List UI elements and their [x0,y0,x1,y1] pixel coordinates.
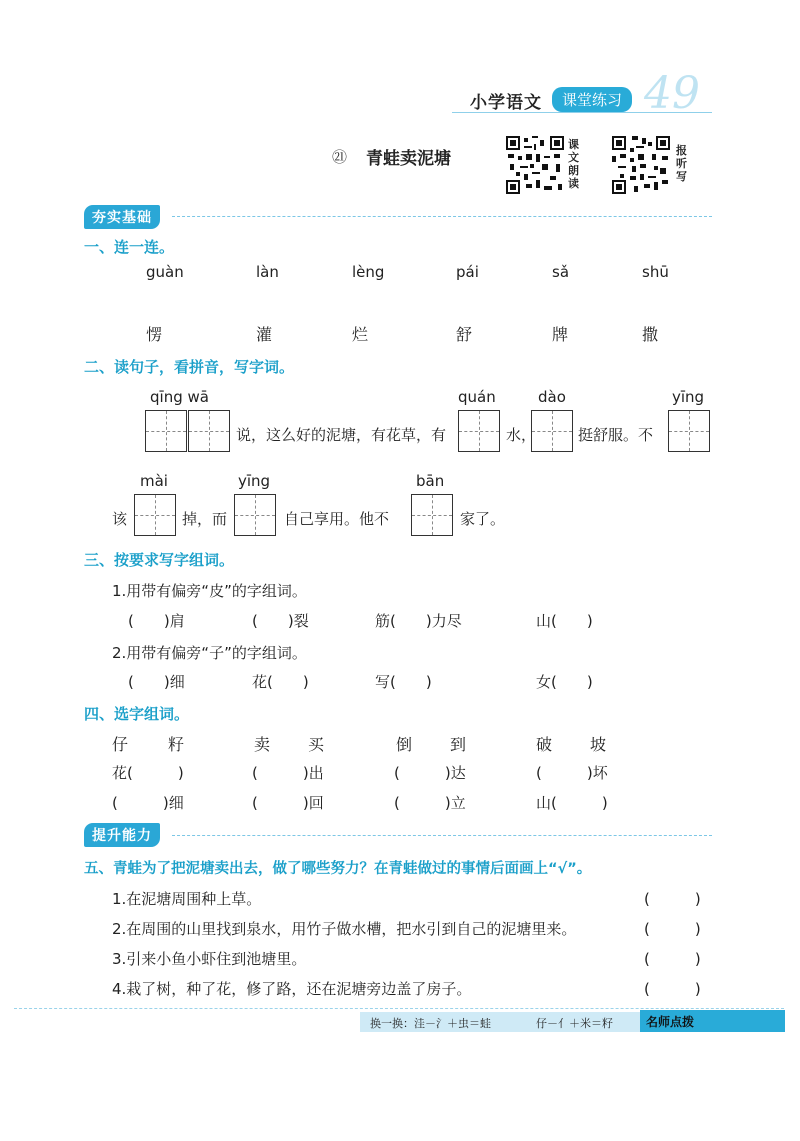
page-number: 49 [644,68,700,119]
answer-blank[interactable]: ( ) [644,950,701,968]
q1-char: 舒 [456,325,473,344]
answer-blank[interactable]: ( )细 [112,794,184,812]
q5-item: 2.在周围的山里找到泉水，用竹子做水槽，把水引到自己的泥塘里来。 [112,920,577,938]
answer-blank[interactable]: ( )坏 [536,764,608,782]
sentence-text: 水， [506,426,537,444]
section-divider [172,216,712,217]
pinyin-ying: yīng [672,388,705,406]
writing-grid[interactable] [134,494,176,536]
q5-item: 1.在泥塘周围种上草。 [112,890,262,908]
q1-char: 牌 [552,325,569,344]
sentence-text: 挺舒服。不 [578,426,654,444]
q3-heading: 三、按要求写字组词。 [84,551,235,569]
footer-divider [14,1008,784,1009]
q1-pinyin: lèng [352,263,385,281]
answer-blank[interactable]: ( ) [644,890,701,908]
q3-item-2: 2.用带有偏旁“子”的字组词。 [112,644,307,662]
answer-blank[interactable]: ( )裂 [252,612,309,630]
q5-item: 3.引来小鱼小虾住到池塘里。 [112,950,307,968]
section-banner-advanced: 提升能力 [84,823,160,847]
q1-char: 烂 [352,325,369,344]
choice-char: 卖 [254,735,271,754]
choice-char: 籽 [168,735,185,754]
answer-blank[interactable]: 写( ) [375,673,432,691]
choice-char: 买 [308,735,325,754]
writing-grid[interactable] [531,410,573,452]
sentence-text: 家了。 [460,510,506,528]
pinyin-dao: dào [538,388,566,406]
q1-pinyin: guàn [146,263,184,281]
footer-tag-label: 名师点拨 [646,1015,695,1029]
lesson-number: ㉑ [332,148,348,166]
writing-grid[interactable] [145,410,187,452]
footer-tag-bar [640,1010,785,1032]
sentence-text: 说，这么好的泥塘，有花草，有 [236,426,447,444]
choice-char: 坡 [590,735,607,754]
writing-grid[interactable] [668,410,710,452]
practice-tag: 课堂练习 [552,87,632,112]
q1-pinyin: sǎ [552,263,570,281]
answer-blank[interactable]: 花( ) [252,673,309,691]
q1-heading: 一、连一连。 [84,238,175,256]
qr-code-dictation[interactable] [612,136,670,194]
pinyin-quan: quán [458,388,496,406]
q2-heading: 二、读句子，看拼音，写字词。 [84,358,295,376]
answer-blank[interactable]: ( )回 [252,794,324,812]
q1-pinyin: pái [456,263,479,281]
q4-heading: 四、选字组词。 [84,705,190,723]
writing-grid[interactable] [234,494,276,536]
qr-code-reading[interactable] [506,136,564,194]
pinyin-ying: yīng [238,472,271,490]
answer-blank[interactable]: ( ) [644,920,701,938]
header-rule [452,112,712,113]
answer-blank[interactable]: 山( ) [536,794,608,812]
choice-char: 到 [450,735,467,754]
footer-tip-2: 仔－亻＋米＝籽 [536,1017,613,1030]
answer-blank[interactable]: ( )肩 [128,612,185,630]
section-banner-basics: 夯实基础 [84,205,160,229]
subject-label: 小学语文 [470,93,542,113]
choice-char: 破 [536,735,553,754]
answer-blank[interactable]: 女( ) [536,673,593,691]
choice-char: 仔 [112,735,129,754]
sentence-text: 自己享用。他不 [284,510,390,528]
q5-item: 4.栽了树，种了花，修了路，还在泥塘旁边盖了房子。 [112,980,472,998]
answer-blank[interactable]: ( )出 [252,764,324,782]
answer-blank[interactable]: ( )立 [394,794,466,812]
q1-char: 愣 [146,325,163,344]
lesson-title: 青蛙卖泥塘 [366,149,451,169]
answer-blank[interactable]: 花( ) [112,764,184,782]
q1-char: 撒 [642,325,659,344]
qr-label-dictation: 报听写 [676,144,687,183]
writing-grid[interactable] [411,494,453,536]
q1-char: 灌 [256,325,273,344]
section-divider [172,835,712,836]
q3-item-1: 1.用带有偏旁“皮”的字组词。 [112,582,307,600]
answer-blank[interactable]: ( )细 [128,673,185,691]
q5-heading: 五、青蛙为了把泥塘卖出去，做了哪些努力？在青蛙做过的事情后面画上“√”。 [84,861,592,877]
choice-char: 倒 [396,735,413,754]
q1-pinyin: làn [256,263,279,281]
writing-grid[interactable] [458,410,500,452]
answer-blank[interactable]: ( ) [644,980,701,998]
answer-blank[interactable]: 山( ) [536,612,593,630]
sentence-text: 该 [112,510,128,528]
answer-blank[interactable]: 筋( )力尽 [375,612,462,630]
qr-label-reading: 课文朗读 [568,138,579,190]
pinyin-mai: mài [140,472,168,490]
writing-grid[interactable] [188,410,230,452]
footer-tip-1: 换一换：洼－氵＋虫＝蛙 [370,1017,491,1030]
q1-pinyin: shū [642,263,669,281]
sentence-text: 掉，而 [182,510,228,528]
pinyin-qingwa: qīng wā [150,388,209,406]
answer-blank[interactable]: ( )达 [394,764,466,782]
pinyin-ban: bān [416,472,445,490]
